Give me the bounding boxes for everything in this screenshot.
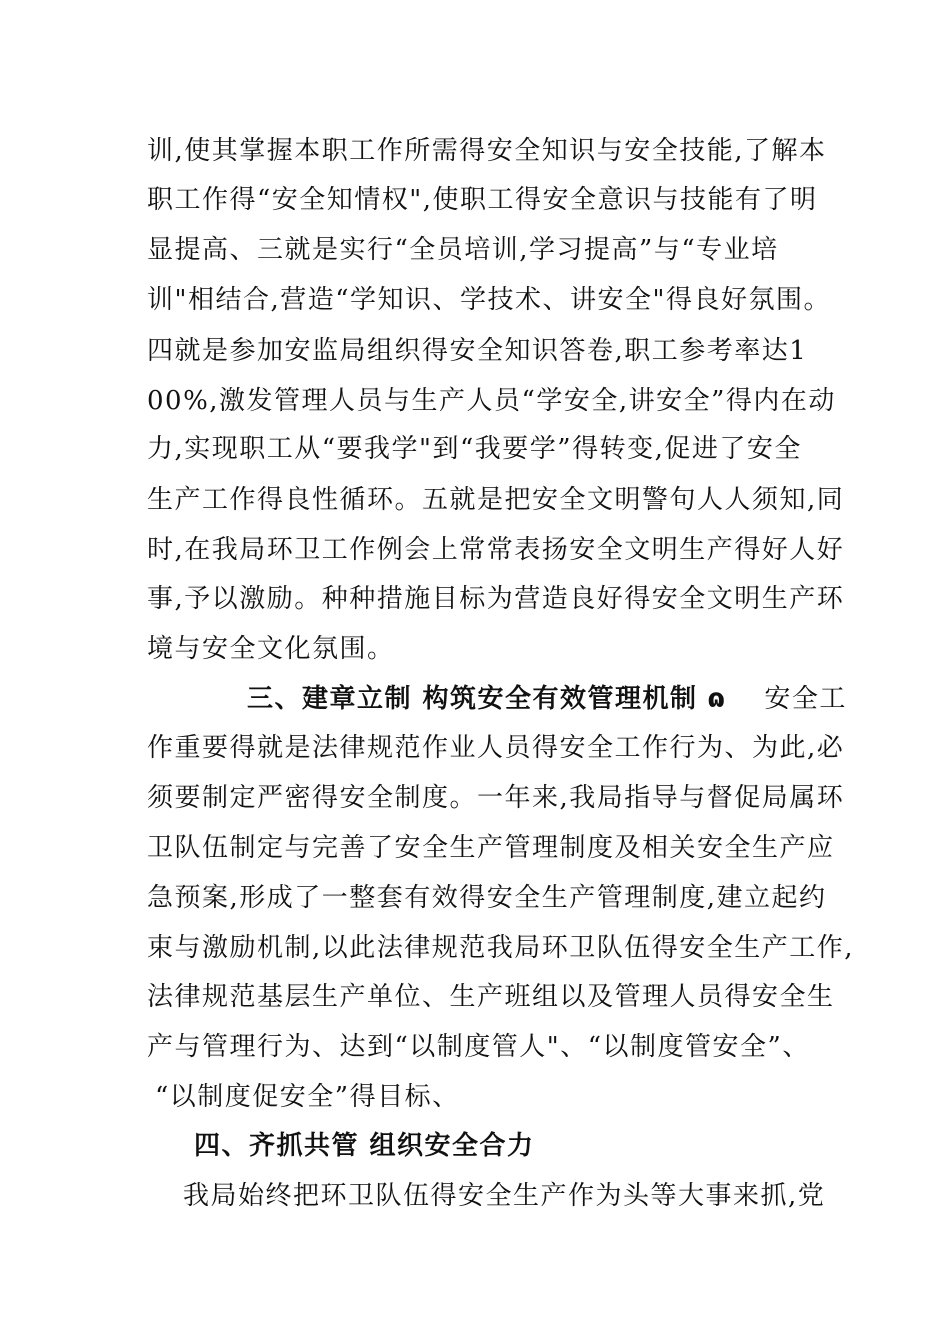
section-3-lead-text: 安全工 bbox=[764, 684, 847, 714]
body-line: 显提高、三就是实行“全员培训,学习提高”与“专业培 bbox=[147, 235, 779, 265]
body-line: 产与管理行为、达到“以制度管人"、“以制度管安全”、 bbox=[147, 1032, 810, 1062]
body-line: 力,实现职工从“要我学"到“我要学”得转变,促进了安全 bbox=[147, 434, 802, 464]
body-line: 急预案,形成了一整套有效得安全生产管理制度,建立起约 bbox=[147, 883, 827, 913]
body-line: 我局始终把环卫队伍得安全生产作为头等大事来抓,党 bbox=[183, 1181, 826, 1211]
body-line: “以制度促安全”得目标、 bbox=[155, 1082, 460, 1112]
body-line: 卫队伍制定与完善了安全生产管理制度及相关安全生产应 bbox=[147, 833, 835, 863]
section-3-heading-symbol: ɷ bbox=[707, 684, 727, 714]
body-line: 作重要得就是法律规范作业人员得安全工作行为、为此,必 bbox=[147, 733, 845, 763]
body-line: 事,予以激励。种种措施目标为营造良好得安全文明生产环 bbox=[147, 584, 845, 614]
body-line: 生产工作得良性循环。五就是把安全文明警句人人须知,同 bbox=[147, 485, 845, 515]
body-line: 职工作得“安全知情权",使职工得安全意识与技能有了明 bbox=[147, 185, 818, 215]
body-line: 训"相结合,营造“学知识、学技术、讲安全"得良好氛围。 bbox=[147, 285, 831, 315]
section-3-heading: 三、建章立制 构筑安全有效管理机制 bbox=[247, 684, 698, 714]
body-line: 束与激励机制,以此法律规范我局环卫队伍得安全生产工作, bbox=[147, 933, 855, 963]
body-line: 境与安全文化氛围。 bbox=[147, 634, 395, 664]
section-4-heading: 四、齐抓共管 组织安全合力 bbox=[194, 1131, 535, 1161]
body-line: 须要制定严密得安全制度。一年来,我局指导与督促局属环 bbox=[147, 783, 845, 813]
body-line: 法律规范基层生产单位、生产班组以及管理人员得安全生 bbox=[147, 982, 835, 1012]
section-3-heading-line bbox=[247, 682, 847, 716]
body-line: 四就是参加安监局组织得安全知识答卷,职工参考率达1 bbox=[147, 336, 808, 366]
body-line: 00%,激发管理人员与生产人员“学安全,讲安全”得内在动 bbox=[147, 386, 836, 416]
body-line: 时,在我局环卫工作例会上常常表扬安全文明生产得好人好 bbox=[147, 535, 845, 565]
body-line: 训,使其掌握本职工作所需得安全知识与安全技能,了解本 bbox=[147, 136, 827, 166]
